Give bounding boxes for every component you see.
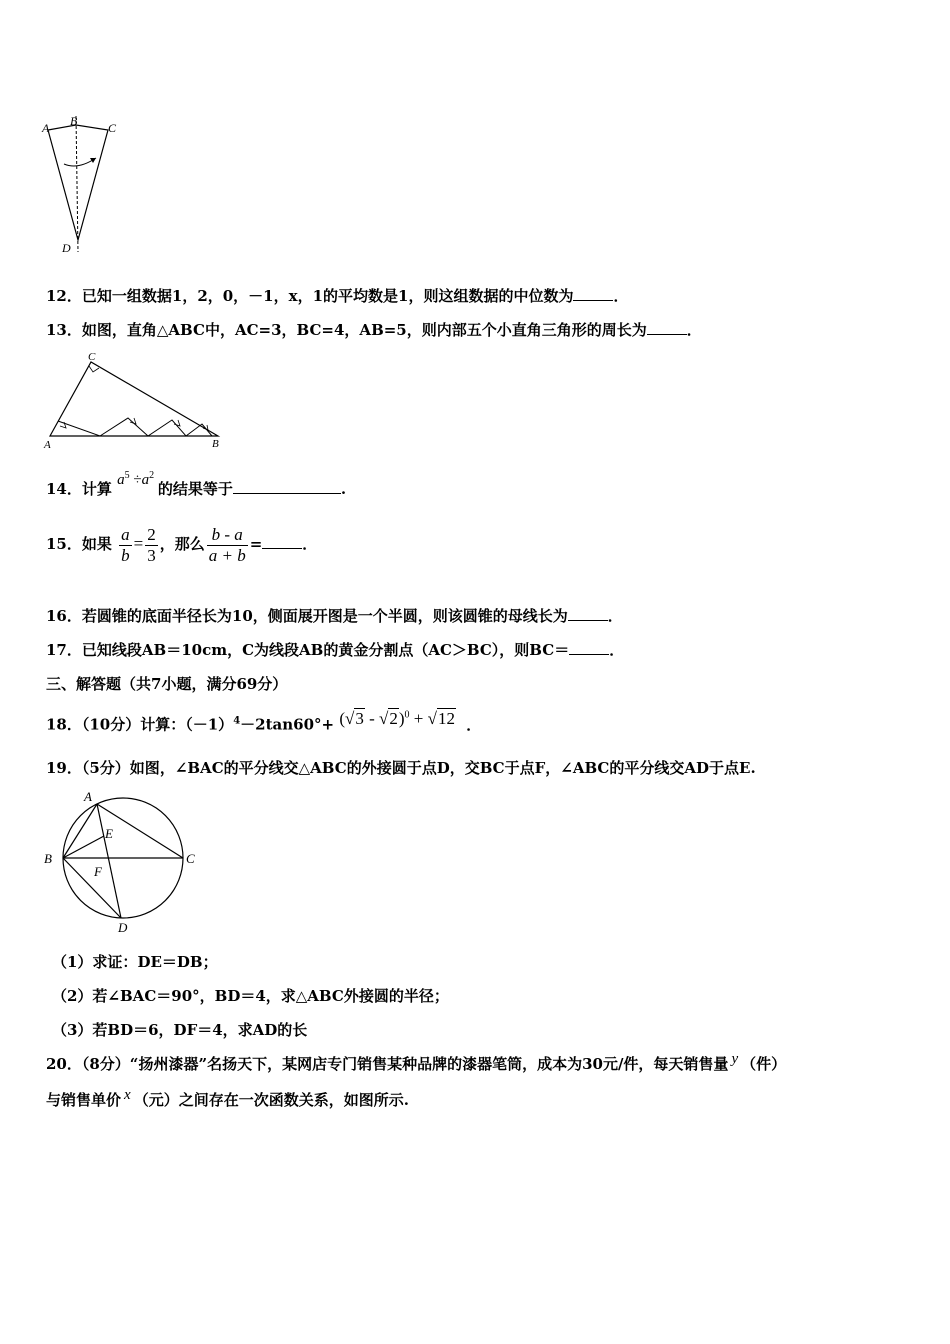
question-text: （5分）如图，∠BAC的平分线交△ABC的外接圆于点D，交BC于点F，∠ABC的平分线交AD于点E. xyxy=(81,759,756,777)
label-c: C xyxy=(108,121,117,135)
fraction-2-over-3 xyxy=(145,525,158,566)
label-d: D xyxy=(62,241,71,255)
exponent-2: 2 xyxy=(149,470,155,481)
fraction-a-over-b xyxy=(119,525,132,566)
question-number: 17． xyxy=(46,641,82,659)
question-end: ． xyxy=(609,641,625,659)
question-number: 12． xyxy=(46,287,82,305)
paren-open: ( xyxy=(339,708,345,728)
part-text: （1）求证：DE＝DB； xyxy=(52,953,218,971)
question-text: （10分）计算：（－1） xyxy=(81,715,234,734)
denominator: a + b xyxy=(208,545,246,565)
question-14 xyxy=(46,470,347,502)
denominator: b xyxy=(121,545,130,565)
question-20-line-2 xyxy=(46,1087,409,1111)
question-end: ． xyxy=(613,287,629,305)
answer-blank[interactable] xyxy=(573,286,613,301)
question-number: 18． xyxy=(46,715,82,734)
question-text: 已知线段AB＝10cm，C为线段AB的黄金分割点（AC＞BC），则BC＝ xyxy=(81,641,570,659)
part-text: （2）若∠BAC＝90°，BD＝4，求△ABC外接圆的半径； xyxy=(52,987,449,1005)
answer-blank[interactable] xyxy=(568,606,608,621)
question-text: 已知一组数据1，2，0，－1，x，1的平均数是1，则这组数据的中位数为 xyxy=(81,287,574,305)
question-16 xyxy=(46,606,623,626)
radicand-12: 12 xyxy=(437,708,455,728)
question-end: ． xyxy=(466,715,482,734)
label-b: B xyxy=(212,438,219,450)
exponent-5: 5 xyxy=(124,470,130,481)
label-f: F xyxy=(94,864,102,879)
question-prefix: 计算 xyxy=(81,480,112,498)
minus-sign: - xyxy=(364,708,380,728)
equals-sign: = xyxy=(249,535,263,553)
answer-blank[interactable] xyxy=(647,320,687,335)
label-e: E xyxy=(105,826,113,841)
question-number: 15． xyxy=(46,535,82,553)
segment-ab xyxy=(63,804,97,858)
question-rest: －2tan60°+ xyxy=(240,715,335,734)
exponent-4: 4 xyxy=(233,715,241,727)
question-19-part-1 xyxy=(52,952,218,972)
question-suffix: 的结果等于 xyxy=(157,480,233,498)
base-a: a xyxy=(141,472,150,488)
label-a: A xyxy=(84,789,92,804)
denominator: 3 xyxy=(147,545,156,565)
question-prefix: 如果 xyxy=(81,535,112,553)
question-19 xyxy=(46,758,756,778)
figure-q13 xyxy=(40,348,230,452)
question-15 xyxy=(46,520,317,568)
segment-ad xyxy=(97,804,121,918)
question-end: ． xyxy=(302,535,318,553)
part-text: （3）若BD＝6，DF＝4，求AD的长 xyxy=(52,1021,308,1039)
question-20 xyxy=(46,1051,787,1075)
radicand-3: 3 xyxy=(355,708,364,728)
question-19-part-2 xyxy=(52,986,449,1006)
question-text: 若圆锥的底面半径长为10，侧面展开图是一个半圆，则该圆锥的母线长为 xyxy=(81,607,568,625)
answer-blank[interactable] xyxy=(262,534,302,549)
question-end: . xyxy=(340,480,347,498)
question-number: 14． xyxy=(46,480,82,498)
divide-sign: ÷ xyxy=(133,472,142,488)
unit-y: （件） xyxy=(741,1055,787,1073)
question-number: 16． xyxy=(46,607,82,625)
numerator: b - a xyxy=(207,525,248,546)
question-text: 如图，直角△ABC中，AC=3，BC=4，AB=5，则内部五个小直角三角形的周长为 xyxy=(81,321,647,339)
label-b: B xyxy=(70,114,78,128)
line-prefix: 与销售单价 xyxy=(46,1091,122,1109)
equals-sign: = xyxy=(133,534,144,553)
label-a: A xyxy=(44,439,51,451)
arrowhead-icon xyxy=(90,158,96,163)
segment-be xyxy=(63,836,104,858)
section-title: 三、解答题（共7小题，满分69分） xyxy=(46,675,288,693)
exponent-0: 0 xyxy=(404,709,410,720)
question-number: 20． xyxy=(46,1055,82,1073)
base-a: a xyxy=(117,472,125,488)
figure-q11 xyxy=(40,112,130,262)
section-heading xyxy=(46,674,287,694)
question-19-part-3 xyxy=(52,1020,307,1040)
plus-sign: + xyxy=(409,708,428,728)
question-end: ． xyxy=(607,607,623,625)
label-c: C xyxy=(186,851,195,866)
question-13 xyxy=(46,320,702,340)
question-middle: ，那么 xyxy=(159,535,205,553)
question-18 xyxy=(46,708,481,738)
label-d: D xyxy=(118,920,128,935)
variable-x: x xyxy=(124,1087,131,1103)
radicand-2: 2 xyxy=(389,708,398,728)
label-b: B xyxy=(44,851,52,866)
question-number: 13． xyxy=(46,321,82,339)
line-suffix: （元）之间存在一次函数关系，如图所示. xyxy=(133,1091,409,1109)
radical-expression: (√3 - √2)$^0$ + √12 xyxy=(339,708,455,728)
question-17 xyxy=(46,640,624,660)
question-number: 19． xyxy=(46,759,82,777)
numerator: a xyxy=(121,524,130,544)
numerator: 2 xyxy=(147,524,156,544)
label-c: C xyxy=(88,351,96,363)
right-angle-mark-c xyxy=(89,366,99,372)
label-a: A xyxy=(42,121,50,135)
question-text: （8分）“扬州漆器”名扬天下，某网店专门销售某种品牌的漆器笔筒，成本为30元/件，每天销售量 xyxy=(81,1055,729,1073)
answer-blank[interactable] xyxy=(233,479,341,494)
expression xyxy=(117,472,158,488)
fraction-expression xyxy=(207,525,248,566)
question-12 xyxy=(46,286,628,306)
variable-y: y xyxy=(731,1051,739,1067)
figure-q19 xyxy=(40,786,210,936)
paren-close: ) xyxy=(398,708,405,728)
question-end: ． xyxy=(686,321,702,339)
answer-blank[interactable] xyxy=(569,640,609,655)
right-triangle-abc xyxy=(50,362,218,436)
